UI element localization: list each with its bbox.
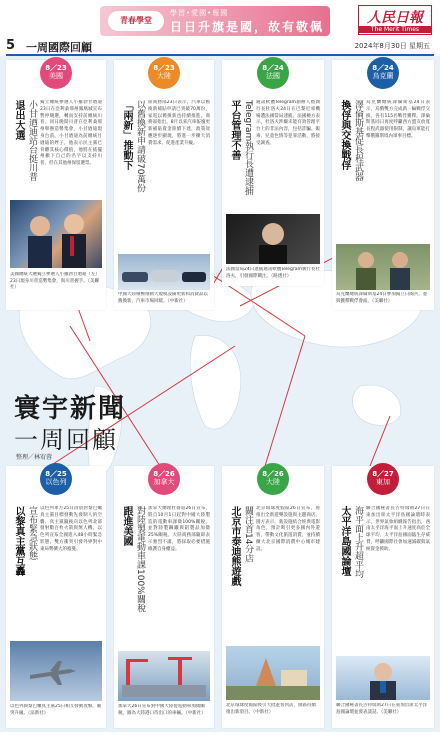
- date-region-badge: [257, 57, 289, 89]
- page-header: [0, 0, 440, 54]
- page-number: 5: [6, 38, 16, 53]
- card-date: 8／23: [153, 64, 175, 72]
- card-subhead: 以舊換新申請破70萬份: [135, 100, 145, 193]
- photo-new-cars: [118, 254, 210, 290]
- photo-caption: 烏克蘭總統澤倫斯基24日參加獨立日閱兵，並與獲釋戰俘會面。（美聯社）: [336, 292, 428, 304]
- banner-slogan: 日日升旗是國，故有敬佩傳承: [170, 20, 325, 51]
- news-card-tonga: [332, 466, 434, 728]
- news-card-canada: [114, 466, 214, 728]
- issue-date: 2024年8月30日 星期五: [354, 42, 430, 50]
- card-date: 8／26: [262, 470, 284, 478]
- masthead-english-name: The Merit Times: [359, 26, 431, 33]
- card-date: 8／23: [45, 64, 67, 72]
- photo-jets: [10, 641, 102, 701]
- card-date: 8／27: [372, 470, 394, 478]
- card-region: 加拿大: [153, 478, 175, 486]
- news-card-israel: [6, 466, 106, 728]
- card-headline: 太平洋島國論壇: [339, 506, 350, 576]
- card-headline: 退出大選: [13, 100, 24, 140]
- date-region-badge: [148, 463, 180, 495]
- feature-subtitle: 一周回顧: [14, 426, 118, 454]
- card-headline: 平台管理不善: [229, 100, 240, 160]
- card-body-text: 陸商務部23日表示，汽車以舊換新補貼申請已突破70萬份，家電以舊換新也持續推進。商務部指出，8月以來汽車報廢更新補貼資金陸續下達，政策效應逐步顯現，將進一步擴大消費需求、促進產業升級。: [148, 100, 210, 146]
- card-headline: 跟進美國: [121, 506, 132, 546]
- card-date: 8／25: [45, 470, 67, 478]
- photo-theme-park: [226, 646, 320, 700]
- photo-caption: 北京環球度假區吸引大批遊客到訪，園區持續推出新項目。（中新社）: [226, 703, 316, 715]
- photo-caption: 以色列與黎巴嫩真主黨25日相互發動攻擊，衝突升級。（法新社）: [10, 704, 102, 716]
- card-date: 8／26: [153, 470, 175, 478]
- date-region-badge: [148, 57, 180, 89]
- card-body-text: 烏克蘭總統澤倫斯基24日表示，烏俄雙方完成新一輪戰俘交換，各有115名戰俘獲釋。澤倫斯基同日再度呼籲西方盟友放寬長程武器使用限制，讓烏軍能打擊俄羅斯境內軍事目標。: [366, 100, 430, 139]
- card-headline: 北京市泰迪熊遊戲: [229, 506, 240, 586]
- news-card-ukraine: [332, 60, 434, 310]
- card-headline: 以黎真主黨互轟: [13, 506, 24, 576]
- date-region-badge: [40, 463, 72, 495]
- card-subhead: 宣布緊急狀態: [27, 506, 37, 560]
- card-body-text: 以色列軍方25日清晨對黎巴嫩真主黨目標發動先發制人的空襲，真主黨隨後向以色列北部發射數百枚火箭與無人機。以色列宣布全國進入48小時緊急狀態，雙方衝突引發外界對中東局勢擴大的擔憂。: [40, 506, 102, 552]
- card-subhead: 海平面上升超平均: [353, 506, 363, 578]
- feature-title: 寰宇新聞: [14, 394, 127, 424]
- card-date: 8／24: [372, 64, 394, 72]
- card-headline: 「兩新」推動下: [121, 100, 132, 170]
- date-region-badge: [40, 57, 72, 89]
- card-region: 大陸: [157, 72, 171, 80]
- masthead-chinese-name: 人民日報: [367, 10, 423, 26]
- card-body-text: 獨立總統參選人小羅勃甘迺迪23日在亞利桑那州鳳凰城宣布暫停競選，轉而支持前總統川普。同日晚間川普在亞利桑那州舉辦造勢集會，小甘迺迪現身台前。小甘迺迪為前總統甘迺迪的姪子，他表示民主黨已背離其核心價值，他將在搖擺州撤下自己的名字以支持川普，但在其他州保留選票。: [40, 100, 102, 167]
- card-body-text: 聯合國秘書長古特瑞斯27日在東加出席太平洋島國論壇時表示，世界氣象組織報告指出，西南太平洋海平面上升速度高於全球平均，太平洋島國面臨生存威脅，呼籲國際社會加速減碳與氣候資金援助。: [366, 506, 430, 552]
- news-card-beijing: [222, 466, 324, 728]
- photo-trump-rfk: [10, 200, 102, 268]
- card-body-text: 通訊軟體Telegram創辦人暨執行長杜洛夫24日在巴黎近郊機場遭法國當局逮捕。法國檢方表示，杜洛夫涉嫌未能有效管理平台上的非法內容，包括詐騙、販毒、兒童色情等犯罪活動，將接受調查。: [256, 100, 320, 146]
- news-card-mainland-trade-in: [114, 60, 214, 310]
- photo-durov: [226, 214, 320, 264]
- card-region: 美國: [49, 72, 63, 80]
- photo-caption: 聯合國秘書長古特瑞斯27日在東加出席太平洋島國論壇並發表談話。（美聯社）: [336, 703, 428, 715]
- card-subhead: 對陸製電動車課100%關稅: [135, 506, 145, 613]
- banner-tagline: 學習•愛國•報國: [170, 9, 229, 17]
- card-headline: 換俘與交換戰俘: [339, 100, 350, 170]
- photo-caption: 法國當局24日逮捕通訊軟體Telegram執行長杜洛夫，引發國際關注。（路透社）: [226, 267, 320, 279]
- photo-zelensky: [336, 244, 430, 290]
- card-subhead: 澤倫斯基促長程武器: [353, 100, 363, 181]
- news-card-france-telegram: [222, 60, 324, 286]
- card-subhead: Telegram執行長遭逮捕: [243, 100, 253, 196]
- news-card-usa: [6, 60, 106, 310]
- card-body-text: 加拿大總理杜魯道26日宣布，將自10月1日起對中國大陸製造的電動車課徵100%關稅，並對陸製鋼鐵與鋁製品加徵25%關稅。大陸商務部隨即表示強烈不滿，將採取必要措施維護自身權益。: [148, 506, 210, 552]
- photo-caption: 美國總統大選獨立參選人小羅勃甘迺迪（左）23日現身川普造勢集會，與川普握手。（美聯社）: [10, 272, 100, 290]
- card-date: 8／24: [262, 64, 284, 72]
- card-region: 以色列: [45, 478, 67, 486]
- photo-port-cars: [118, 651, 210, 701]
- card-body-text: 北京環球度假區26日宣布，將推出全新遊樂設施與主題商店。園方表示，新設施結合經典電影角色，預計吸引更多國內外遊客，帶動文化旅遊消費，並持續擴大北京國際消費中心城市建設。: [256, 506, 320, 552]
- newspaper-masthead: [358, 5, 432, 35]
- editor-credit: 整理／林宥蓉: [16, 454, 53, 461]
- card-region: 大陸: [266, 478, 280, 486]
- card-region: 東加: [376, 478, 390, 486]
- date-region-badge: [257, 463, 289, 495]
- photo-guterres: [336, 656, 430, 700]
- banner-badge: 青春學堂: [108, 11, 164, 31]
- card-subhead: 關注首14分店: [243, 506, 253, 563]
- date-region-badge: [367, 463, 399, 495]
- date-region-badge: [367, 57, 399, 89]
- slogan-banner: [100, 6, 330, 51]
- section-title: 一周國際回顧: [26, 41, 92, 54]
- card-region: 法國: [266, 72, 280, 80]
- card-subhead: 小甘迺迪站台挺川普: [27, 100, 37, 181]
- photo-caption: 中國大陸積極推動大規模設備更新和消費品以舊換新，汽車市場回暖。（中新社）: [118, 292, 208, 304]
- photo-caption: 加拿大26日宣布對中國大陸製電動車加徵關稅，圖為大陸港口待出口的車輛。（中新社）: [118, 704, 206, 716]
- card-region: 烏克蘭: [372, 72, 394, 80]
